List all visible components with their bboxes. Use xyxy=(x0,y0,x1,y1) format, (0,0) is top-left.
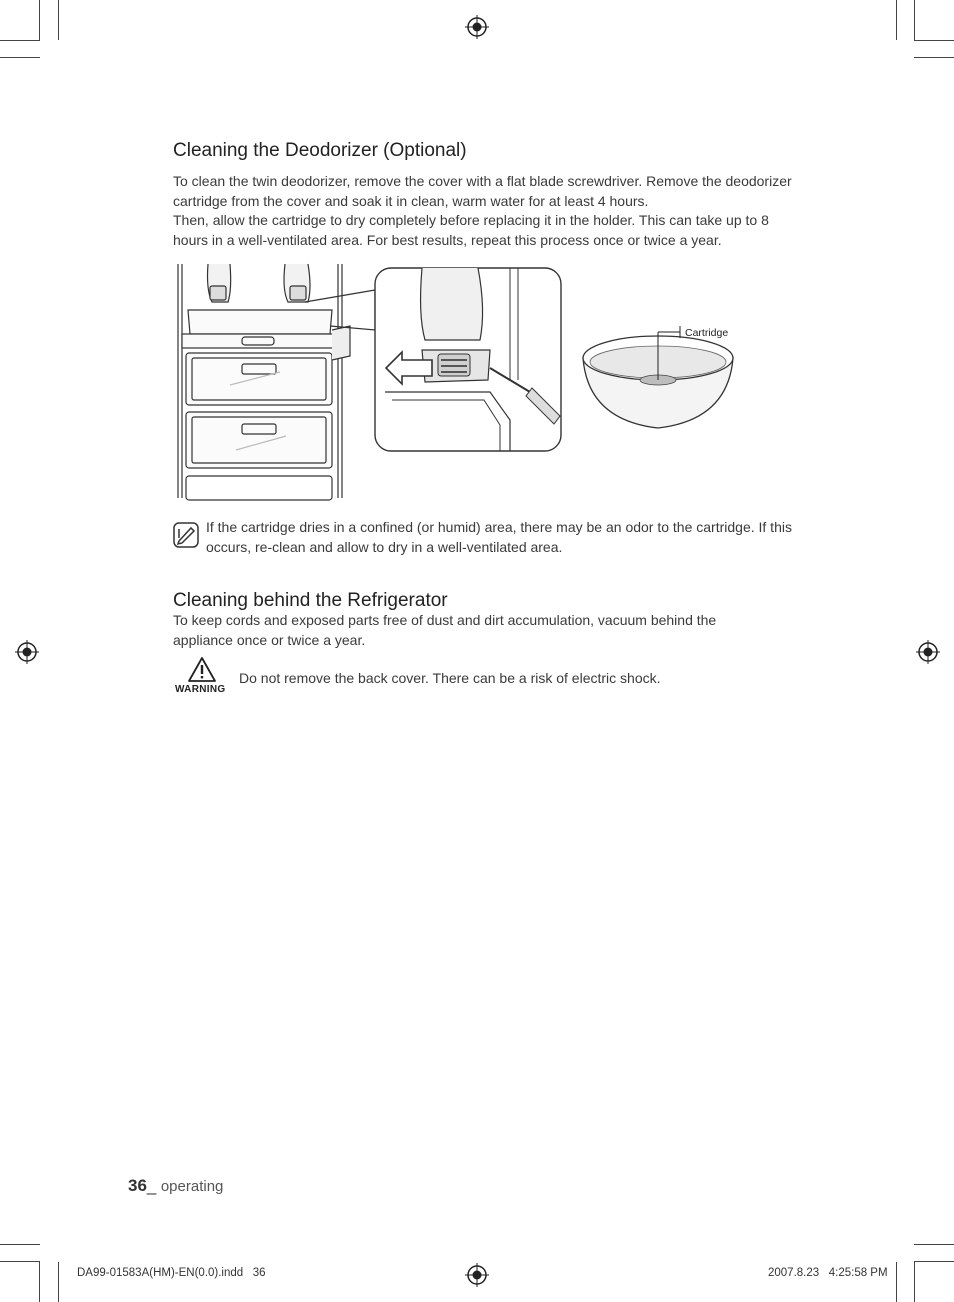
deodorizer-closeup-illustration xyxy=(375,268,561,451)
page-footer xyxy=(128,1176,223,1196)
page-number: 36 xyxy=(128,1176,147,1195)
deodorizer-paragraph-1: To clean the twin deodorizer, remove the cover with a flat blade screwdriver. Remove the deodorizer cartridge from the cover and soak it in clean, warm water for at least 4 hours. xyxy=(173,173,792,209)
note-text: If the cartridge dries in a confined (or humid) area, there may be an odor to the cartridge. If this occurs, re-clean and allow to dry in a well-ventilated area. xyxy=(206,519,792,555)
cartridge-label: Cartridge xyxy=(685,327,729,339)
warning-triangle-icon xyxy=(187,656,217,684)
behind-refrigerator-text: To keep cords and exposed parts free of dust and dirt accumulation, vacuum behind the appliance once or twice a year. xyxy=(173,612,717,648)
section-name: operating xyxy=(160,1178,224,1195)
deodorizer-paragraph-2: Then, allow the cartridge to dry completely before replacing it in the holder. This can take up to 8 hours in a well-ventilated area. For best results, repeat this process once or twice a year. xyxy=(173,212,769,248)
registration-mark-icon xyxy=(916,640,940,664)
refrigerator-interior-illustration xyxy=(178,264,350,500)
registration-mark-icon xyxy=(15,640,39,664)
print-timestamp: 2007.8.23 4:25:58 PM xyxy=(768,1267,888,1279)
page-number-separator: _ xyxy=(146,1176,157,1195)
registration-mark-icon xyxy=(465,1263,489,1287)
print-file-name: DA99-01583A(HM)-EN(0.0).indd 36 xyxy=(77,1267,266,1279)
section-title-deodorizer: Cleaning the Deodorizer (Optional) xyxy=(173,140,467,161)
deodorizer-illustration xyxy=(170,260,750,505)
note-pencil-icon xyxy=(173,522,199,548)
section-title-behind-refrigerator: Cleaning behind the Refrigerator xyxy=(173,590,448,611)
deodorizer-instructions xyxy=(173,172,803,250)
warning-text: Do not remove the back cover. There can be a risk of electric shock. xyxy=(239,670,661,686)
registration-mark-icon xyxy=(465,15,489,39)
water-bowl-illustration xyxy=(583,326,733,428)
warning-label: WARNING xyxy=(175,684,226,695)
